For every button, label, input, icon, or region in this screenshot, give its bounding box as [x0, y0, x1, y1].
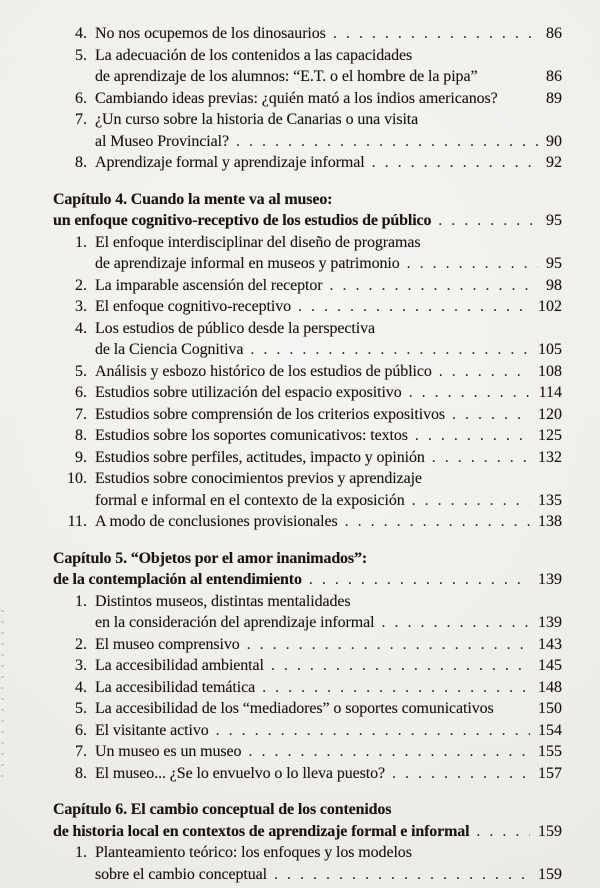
toc-entry-line [53, 109, 562, 131]
page-number: 150 [538, 700, 562, 717]
entry-number: 4. [75, 25, 87, 42]
toc-entry-line [53, 152, 562, 174]
toc-entry-line [53, 612, 562, 634]
toc-entry-line [53, 677, 562, 699]
entry-title: Cambiando ideas previas: ¿quién mató a los indios americanos? [95, 89, 498, 107]
page-number: 108 [538, 362, 562, 380]
dot-leader [374, 612, 530, 634]
entry-number: 11. [67, 513, 87, 530]
entry-title: Distintos museos, distintas mentalidades [95, 592, 351, 610]
dot-leader [255, 677, 530, 699]
entry-title: La accesibilidad de los “mediadores” o soportes comunicativos [95, 700, 494, 717]
page-number: 90 [546, 132, 562, 150]
toc-entry-line [53, 425, 562, 447]
entry-title: La accesibilidad ambiental [95, 657, 264, 674]
entry-number: 3. [75, 298, 87, 315]
dot-leader [243, 339, 530, 361]
entry-title: La accesibilidad temática [95, 678, 256, 696]
entry-title: Planteamiento teórico: los enfoques y los modelos [95, 844, 412, 861]
entry-number: 8. [75, 427, 87, 444]
toc-entry-line [53, 468, 562, 490]
entry-title: sobre el cambio conceptual [95, 865, 267, 883]
entry-title: El visitante activo [95, 721, 209, 739]
page-number: 139 [538, 571, 562, 588]
chapter-title: Capítulo 6. El cambio conceptual de los contenidos [53, 801, 392, 818]
entry-title: La adecuación de los contenidos a las capacidades [95, 46, 413, 64]
entry-title: Estudios sobre los soportes comunicativos: textos [95, 427, 408, 444]
entry-number: 3. [75, 657, 87, 674]
page-number: 86 [546, 68, 562, 85]
dot-leader [408, 425, 530, 447]
entry-title: ¿Un curso sobre la historia de Canarias o una visita [95, 111, 419, 128]
toc-entry-line [53, 296, 562, 318]
entry-number: 1. [75, 592, 87, 610]
toc-entry-line [53, 720, 562, 742]
entry-number: 4. [75, 319, 87, 337]
chapter-heading-line [53, 569, 562, 591]
dot-leader [209, 720, 530, 742]
toc-entry-line [53, 447, 562, 469]
dot-leader [400, 253, 538, 275]
entry-title: El museo comprensivo [95, 635, 240, 653]
toc-entry-line [53, 318, 562, 340]
entry-number: 5. [75, 700, 87, 717]
entry-title: de la Ciencia Cognitiva [95, 341, 244, 358]
dot-leader [469, 821, 530, 843]
chapter-title: de historia local en contextos de aprendizaje formal e informal [53, 822, 470, 840]
entry-number: 7. [75, 405, 87, 423]
entry-number: 8. [75, 154, 87, 171]
dot-leader [338, 511, 530, 533]
scan-edge-artifact [1, 610, 4, 780]
entry-title: Estudios sobre comprensión de los criterios expositivos [95, 405, 446, 423]
toc-entry-line [53, 655, 562, 677]
page-number: 143 [538, 635, 562, 653]
page-number: 105 [538, 341, 562, 358]
page-number: 95 [546, 255, 562, 272]
entry-title: de aprendizaje de los alumnos: “E.T. o el hombre de la pipa” [95, 68, 478, 85]
chapter-heading-line [53, 548, 562, 570]
toc-entry-line [53, 511, 562, 533]
dot-leader [241, 741, 530, 763]
entry-number: 8. [75, 764, 87, 782]
dot-leader [229, 131, 538, 153]
chapter-heading-line [53, 210, 562, 232]
toc-entry-line [53, 864, 562, 886]
toc-entry-line [53, 339, 562, 361]
toc-entry-line [53, 361, 562, 383]
entry-title: Aprendizaje formal y aprendizaje informal [95, 154, 365, 171]
section-gap [53, 174, 562, 189]
entry-title: Estudios sobre utilización del espacio expositivo [95, 384, 402, 401]
entry-title: La imparable ascensión del receptor [95, 276, 323, 294]
page-number: 154 [538, 721, 562, 739]
dot-leader [432, 361, 530, 383]
toc-entry-line [53, 23, 562, 45]
toc-entry-line [53, 741, 562, 763]
entry-title: al Museo Provincial? [95, 132, 229, 150]
page-number: 135 [538, 491, 562, 509]
entry-number: 1. [75, 844, 87, 861]
dot-leader [264, 655, 530, 677]
page-number: 98 [546, 276, 562, 294]
page-number: 102 [538, 298, 562, 315]
chapter-heading-line [53, 821, 562, 843]
toc-entry-line [53, 698, 562, 720]
page-number: 138 [538, 513, 562, 530]
page-number: 148 [538, 678, 562, 696]
page-number: 159 [538, 822, 562, 840]
entry-number: 6. [75, 721, 87, 739]
toc-entry-line [53, 763, 562, 785]
entry-title: Estudios sobre perfiles, actitudes, impacto y opinión [95, 448, 425, 466]
dot-leader [291, 296, 530, 318]
toc-entry-line [53, 232, 562, 254]
page-number: 157 [538, 764, 562, 782]
dot-leader [431, 210, 538, 232]
toc-entry-line [53, 45, 562, 67]
toc-entry-line [53, 382, 562, 404]
dot-leader [326, 23, 538, 45]
entry-title: Un museo es un museo [95, 743, 242, 760]
entry-number: 1. [75, 233, 87, 251]
entry-number: 10. [67, 470, 87, 487]
toc-entry-line [53, 253, 562, 275]
dot-leader [365, 152, 538, 174]
entry-number: 4. [75, 678, 87, 696]
entry-number: 6. [75, 89, 87, 107]
page-number: 159 [538, 865, 562, 883]
entry-title: de aprendizaje informal en museos y patrimonio [95, 255, 400, 272]
entry-number: 7. [75, 111, 87, 128]
dot-leader [425, 447, 530, 469]
entry-number: 2. [75, 276, 87, 294]
toc-entry-line [53, 88, 562, 110]
page-number: 89 [546, 89, 562, 107]
dot-leader [405, 490, 530, 512]
page-number: 95 [546, 212, 562, 229]
toc-entry-line [53, 490, 562, 512]
page-number: 139 [538, 614, 562, 631]
chapter-heading-line [53, 189, 562, 211]
entry-title: formal e informal en el contexto de la exposición [95, 491, 405, 509]
dot-leader [385, 763, 530, 785]
entry-number: 6. [75, 384, 87, 401]
dot-leader [302, 569, 530, 591]
dot-leader [402, 382, 531, 404]
entry-title: El enfoque interdisciplinar del diseño de programas [95, 233, 421, 251]
page-number: 132 [538, 448, 562, 466]
toc-entry-line [53, 591, 562, 613]
entry-title: El museo... ¿Se lo envuelvo o lo lleva puesto? [95, 764, 386, 782]
toc-entry-line [53, 842, 562, 864]
toc-list [53, 23, 562, 885]
chapter-title: Capítulo 4. Cuando la mente va al museo: [53, 190, 333, 208]
page-number: 114 [538, 384, 562, 401]
dot-leader [323, 275, 538, 297]
entry-number: 5. [75, 46, 87, 64]
page-number: 155 [538, 743, 562, 760]
toc-entry-line [53, 131, 562, 153]
entry-title: Estudios sobre conocimientos previos y aprendizaje [95, 470, 422, 487]
section-gap [53, 533, 562, 548]
toc-entry-line [53, 634, 562, 656]
chapter-title: un enfoque cognitivo-receptivo de los estudios de público [53, 212, 432, 229]
dot-leader [445, 404, 530, 426]
page-number: 92 [546, 154, 562, 171]
entry-title: El enfoque cognitivo-receptivo [95, 298, 292, 315]
toc-entry-line [53, 66, 562, 88]
entry-title: Análisis y esbozo histórico de los estudios de público [95, 362, 432, 380]
toc-entry-line [53, 275, 562, 297]
entry-number: 9. [75, 448, 87, 466]
page-number: 86 [546, 25, 562, 42]
chapter-title: de la contemplación al entendimiento [53, 571, 302, 588]
dot-leader [240, 634, 530, 656]
entry-number: 2. [75, 635, 87, 653]
page-number: 120 [538, 405, 562, 423]
entry-title: Los estudios de público desde la perspectiva [95, 319, 375, 337]
toc-entry-line [53, 404, 562, 426]
page-number: 145 [538, 657, 562, 674]
entry-title: en la consideración del aprendizaje informal [95, 614, 375, 631]
chapter-heading-line [53, 799, 562, 821]
section-gap [53, 784, 562, 799]
entry-title: A modo de conclusiones provisionales [95, 513, 338, 530]
entry-title: No nos ocupemos de los dinosaurios [95, 25, 326, 42]
page-number: 125 [538, 427, 562, 444]
chapter-title: Capítulo 5. “Objetos por el amor inanimados”: [53, 549, 368, 567]
entry-number: 7. [75, 743, 87, 760]
entry-number: 5. [75, 362, 87, 380]
dot-leader [267, 864, 530, 886]
